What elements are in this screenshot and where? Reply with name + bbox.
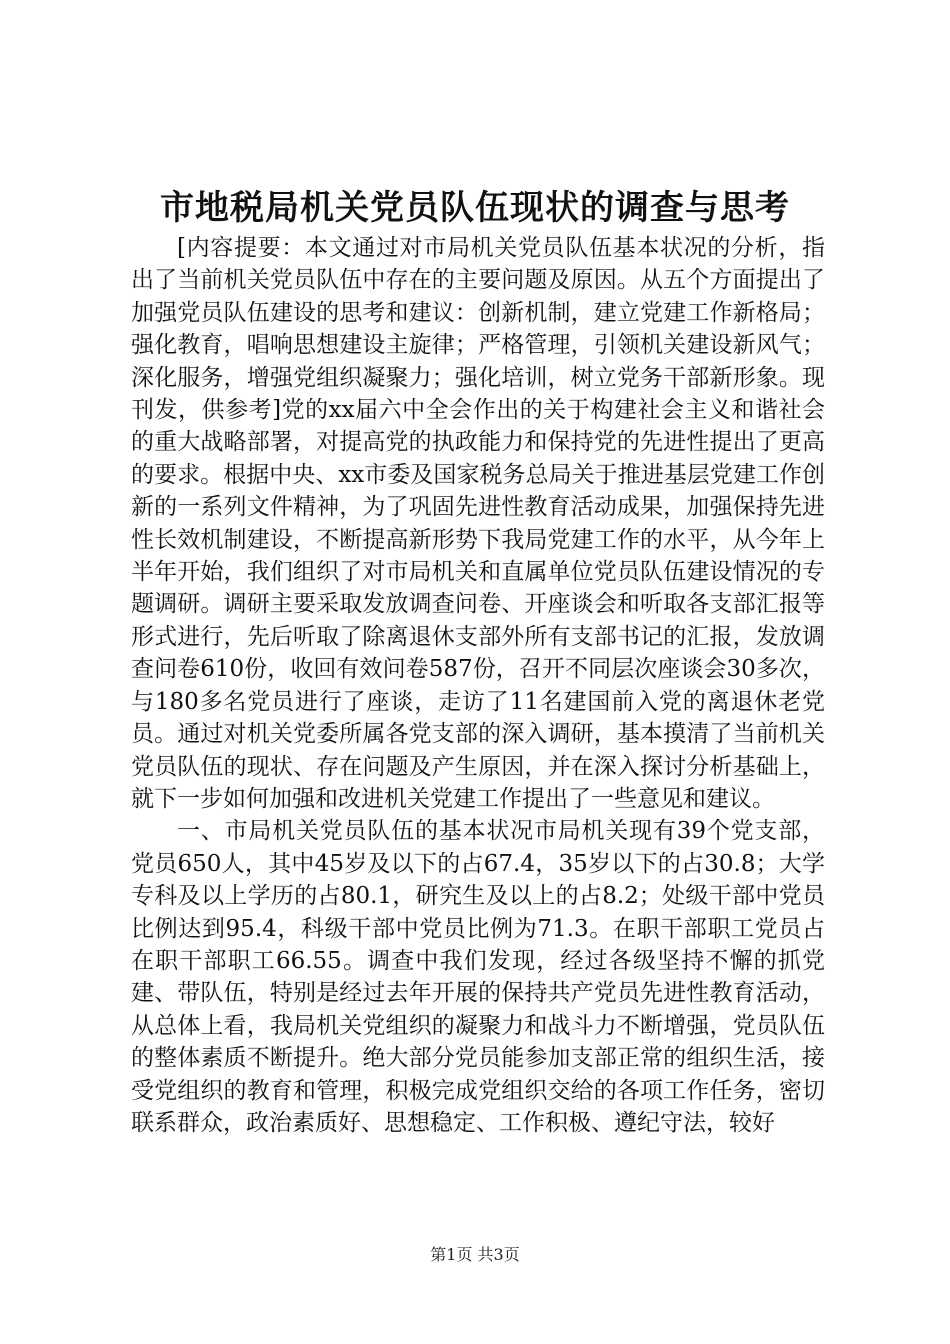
paragraph-abstract: [内容提要：本文通过对市局机关党员队伍基本状况的分析，指出了当前机关党员队伍中存在的主要问题及原因。从五个方面提出了加强党员队伍建设的思考和建议：创新机制，建立党建工作新格局；强化教育，唱响思想建设主旋律；严格管理，引领机关建设新风气；深化服务，增强党组织凝聚力；强化培训，树立党务干部新形象。现刊发，供参考]党的xx届六中全会作出的关于构建社会主义和谐社会的重大战略部署，对提高党的执政能力和保持党的先进性提出了更高的要求。根据中央、xx市委及国家税务总局关于推进基层党建工作创新的一系列文件精神，为了巩固先进性教育活动成果，加强保持先进性长效机制建设，不断提高新形势下我局党建工作的水平，从今年上半年开始，我们组织了对市局机关和直属单位党员队伍建设情况的专题调研。调研主要采取发放调查问卷、开座谈会和听取各支部汇报等形式进行，先后听取了除离退休支部外所有支部书记的汇报，发放调查问卷610份，收回有效问卷587份，召开不同层次座谈会30多次，与180多名党员进行了座谈，走访了11名建国前入党的离退休老党员。通过对机关党委所属各党支部的深入调研，基本摸清了当前机关党员队伍的现状、存在问题及产生原因，并在深入探讨分析基础上，就下一步如何加强和改进机关党建工作提出了一些意见和建议。 <box>131 235 825 812</box>
document-body <box>131 232 825 1139</box>
paragraph-section-one: 一、市局机关党员队伍的基本状况市局机关现有39个党支部，党员650人，其中45岁及以下的占67.4，35岁以下的占30.8；大学专科及以上学历的占80.1，研究生及以上的占8.2；处级干部中党员比例达到95.4，科级干部中党员比例为71.3。在职干部职工党员占在职干部职工66.55。调查中我们发现，经过各级坚持不懈的抓党建、带队伍，特别是经过去年开展的保持共产党员先进性教育活动，从总体上看，我局机关党组织的凝聚力和战斗力不断增强，党员队伍的整体素质不断提升。绝大部分党员能参加支部正常的组织生活，接受党组织的教育和管理，积极完成党组织交给的各项工作任务，密切联系群众，政治素质好、思想稳定、工作积极、遵纪守法，较好 <box>131 818 825 1136</box>
page-footer: 第1页 共3页 <box>430 1245 520 1264</box>
document-title: 市地税局机关党员队伍现状的调查与思考 <box>160 188 790 228</box>
